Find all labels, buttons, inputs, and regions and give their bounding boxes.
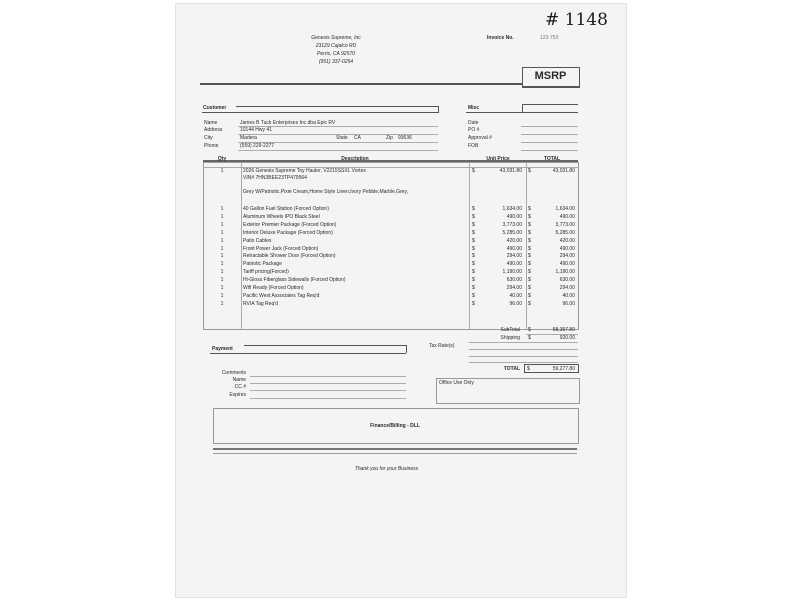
line-item-total: 40.00 bbox=[562, 292, 575, 299]
payment-cc-label: CC # bbox=[234, 384, 246, 390]
line-item-unit-price: 40.00 bbox=[509, 292, 522, 299]
line-item-total: 490.00 bbox=[559, 213, 575, 220]
subtotal-value: 58,357.80 bbox=[552, 327, 575, 333]
line-item-unit-currency: $ bbox=[472, 277, 475, 284]
line-item-description: Exterior Premier Package (Forced Option) bbox=[243, 221, 337, 228]
line-item-unit-currency: $ bbox=[472, 206, 475, 212]
col-unit-price-header: Unit Price bbox=[486, 156, 510, 162]
line-item-total-currency: $ bbox=[528, 221, 531, 228]
total-currency: $ bbox=[527, 366, 530, 372]
customer-zip-label: Zip bbox=[386, 135, 393, 141]
customer-zip: 93636 bbox=[398, 135, 412, 141]
misc-po-label: PO # bbox=[468, 127, 480, 133]
line-item-qty: 1 bbox=[220, 253, 224, 260]
shipping-value: 920.00 bbox=[559, 335, 575, 341]
line-item-description: Aluminum Wheels IPO Black Steel bbox=[243, 213, 320, 220]
line-item-total: 1,190.00 bbox=[555, 269, 575, 276]
line-item-total: 490.00 bbox=[559, 245, 575, 252]
line-item-description: Pacific West Associates Tag Req'd bbox=[243, 292, 320, 299]
finance-billing-text: Finance/Billing - DLL bbox=[370, 423, 420, 429]
tax-rate-label: Tax Rate(s) bbox=[429, 343, 455, 349]
customer-state: CA bbox=[354, 135, 361, 141]
main-item-total-currency: $ bbox=[528, 168, 531, 174]
payment-heading: Payment bbox=[212, 346, 233, 352]
line-item-qty: 1 bbox=[220, 237, 224, 244]
total-label: TOTAL bbox=[503, 366, 520, 372]
line-item-total: 630.00 bbox=[559, 277, 575, 284]
line-item-total-currency: $ bbox=[528, 245, 531, 252]
line-item-qty: 1 bbox=[220, 245, 224, 252]
line-item-qty: 1 bbox=[220, 285, 224, 291]
main-item-line-1: 2026 Genesis Supreme Toy Hauler, V2215SSXL Vortex bbox=[243, 168, 366, 174]
line-item-unit-price: 3,773.00 bbox=[502, 221, 522, 228]
main-item-currency: $ bbox=[472, 168, 475, 174]
company-name: Genesis Supreme, Inc bbox=[311, 35, 361, 41]
misc-approval-label: Approval # bbox=[468, 135, 492, 141]
company-phone: (951) 337-0254 bbox=[318, 59, 354, 65]
line-item-total-currency: $ bbox=[528, 285, 531, 291]
line-item-total-currency: $ bbox=[528, 213, 531, 220]
invoice-number-label: Invoice No. bbox=[487, 35, 514, 41]
subtotal-label: SubTotal bbox=[500, 327, 520, 333]
line-item-total-currency: $ bbox=[528, 206, 531, 212]
line-item-unit-price: 96.00 bbox=[509, 300, 522, 307]
line-item-total: 3,773.00 bbox=[555, 221, 575, 228]
line-item-qty: 1 bbox=[220, 229, 224, 236]
line-item-description: Interior Deluxe Package (Forced Option) bbox=[243, 229, 333, 236]
customer-address-label: Address bbox=[204, 127, 223, 133]
subtotal-currency: $ bbox=[528, 327, 531, 333]
line-item-total: 420.00 bbox=[559, 237, 575, 244]
line-item-unit-currency: $ bbox=[472, 237, 475, 244]
line-item-unit-price: 490.00 bbox=[506, 213, 522, 220]
line-item-description: Hi-Gloss Fiberglass Sidewalls (Forced Option) bbox=[243, 277, 346, 284]
line-item-total: 294.00 bbox=[559, 253, 575, 260]
main-item-unit-price: 43,031.80 bbox=[499, 168, 522, 174]
line-item-unit-currency: $ bbox=[472, 213, 475, 220]
line-item-total: 490.00 bbox=[559, 261, 575, 268]
col-qty-header: Qty bbox=[217, 156, 227, 162]
line-item-qty: 1 bbox=[220, 261, 224, 268]
total-value: 59,277.80 bbox=[552, 366, 575, 372]
line-item-unit-price: 420.00 bbox=[506, 237, 522, 244]
line-item-unit-price: 5,285.00 bbox=[502, 229, 522, 236]
line-item-total: 1,634.00 bbox=[555, 206, 575, 212]
company-address-2: Perris, CA 92570 bbox=[317, 51, 355, 57]
line-item-unit-price: 1,634.00 bbox=[502, 206, 522, 212]
invoice-paper bbox=[176, 4, 626, 597]
line-item-unit-currency: $ bbox=[472, 292, 475, 299]
line-item-total-currency: $ bbox=[528, 269, 531, 276]
line-item-description: Front Power Jack (Forced Option) bbox=[243, 245, 319, 252]
handwritten-invoice-number: # 1148 bbox=[545, 10, 608, 30]
line-item-description: Patio Cables bbox=[243, 237, 272, 244]
line-item-description: 40 Gallon Fuel Station (Forced Option) bbox=[243, 206, 329, 212]
line-item-unit-currency: $ bbox=[472, 245, 475, 252]
line-item-description: Tariff pricing(Forced) bbox=[243, 269, 289, 276]
payment-comments-label: Comments bbox=[221, 370, 246, 376]
customer-phone-label: Phone bbox=[204, 143, 219, 149]
line-item-unit-price: 294.00 bbox=[506, 253, 522, 260]
line-item-unit-price: 1,190.00 bbox=[502, 269, 522, 276]
line-item-qty: 1 bbox=[220, 292, 224, 299]
line-item-qty: 1 bbox=[220, 277, 224, 284]
customer-name-label: Name bbox=[204, 120, 218, 126]
line-item-total-currency: $ bbox=[528, 237, 531, 244]
line-item-unit-currency: $ bbox=[472, 261, 475, 268]
line-item-total-currency: $ bbox=[528, 292, 531, 299]
header-rule bbox=[200, 83, 522, 85]
line-item-description: RVIA Tag Req'd bbox=[243, 300, 278, 307]
customer-rule bbox=[202, 112, 438, 113]
misc-fob-label: FOB bbox=[468, 143, 479, 149]
line-item-unit-currency: $ bbox=[472, 285, 475, 291]
line-item-description: Wifi Ready (Forced Option) bbox=[243, 285, 304, 291]
payment-name-label: Name bbox=[232, 377, 246, 383]
line-item-unit-currency: $ bbox=[472, 300, 475, 307]
payment-expires-label: Expires bbox=[229, 392, 246, 398]
line-item-unit-price: 294.00 bbox=[506, 285, 522, 291]
line-item-unit-price: 490.00 bbox=[506, 261, 522, 268]
line-item-total: 96.00 bbox=[562, 300, 575, 307]
line-item-unit-currency: $ bbox=[472, 221, 475, 228]
line-item-description: Patriotic Package bbox=[243, 261, 282, 268]
company-address-1: 23129 Cajalco RD bbox=[315, 43, 357, 49]
line-item-qty: 1 bbox=[220, 221, 224, 228]
line-item-unit-currency: $ bbox=[472, 269, 475, 276]
invoice-number-value: 123-753 bbox=[540, 35, 559, 41]
main-item-line-2: VIN# 7HN3BEE23TP479564 bbox=[243, 175, 307, 181]
line-item-total: 5,285.00 bbox=[555, 229, 575, 236]
customer-heading: Customer bbox=[203, 105, 227, 111]
shipping-currency: $ bbox=[528, 335, 531, 341]
office-use-label: Office Use Only bbox=[439, 380, 474, 386]
col-description-header: Description bbox=[341, 156, 369, 162]
line-item-total-currency: $ bbox=[528, 277, 531, 284]
customer-phone: (559) 229-2277 bbox=[240, 143, 275, 149]
line-item-total-currency: $ bbox=[528, 261, 531, 268]
main-item-total: 43,031.80 bbox=[552, 168, 575, 174]
line-item-unit-currency: $ bbox=[472, 229, 475, 236]
line-item-qty: 1 bbox=[220, 213, 224, 220]
col-total-header: TOTAL bbox=[543, 156, 561, 162]
line-item-total: 294.00 bbox=[559, 285, 575, 291]
customer-name: James B Tuck Enterprises Inc dba Epic RV bbox=[240, 120, 336, 126]
main-item-line-3: Grey W/Patriotic,Pixie Cream,Home Style Linen,Ivory Pebble,Marble,Grey, bbox=[243, 189, 408, 195]
line-item-qty: 1 bbox=[220, 300, 224, 307]
main-item-qty: 1 bbox=[220, 168, 224, 174]
shipping-label: Shipping bbox=[500, 335, 520, 341]
line-item-unit-price: 630.00 bbox=[506, 277, 522, 284]
msrp-label: MSRP bbox=[534, 70, 567, 82]
misc-date-label: Date bbox=[468, 120, 479, 126]
line-item-qty: 1 bbox=[220, 269, 224, 276]
line-item-unit-price: 490.00 bbox=[506, 245, 522, 252]
customer-address: 10144 Hwy 41 bbox=[240, 127, 272, 133]
line-item-unit-currency: $ bbox=[472, 253, 475, 260]
line-item-total-currency: $ bbox=[528, 300, 531, 307]
customer-city-label: City bbox=[204, 135, 213, 141]
thank-you-note: Thank you for your Business bbox=[354, 466, 419, 472]
line-item-description: Retractable Shower Door (Forced Option) bbox=[243, 253, 336, 260]
line-item-total-currency: $ bbox=[528, 253, 531, 260]
misc-heading: Misc bbox=[468, 105, 480, 111]
line-item-total-currency: $ bbox=[528, 229, 531, 236]
customer-state-label: State bbox=[336, 135, 348, 141]
line-item-qty: 1 bbox=[220, 206, 224, 212]
customer-city: Madera bbox=[240, 135, 257, 141]
